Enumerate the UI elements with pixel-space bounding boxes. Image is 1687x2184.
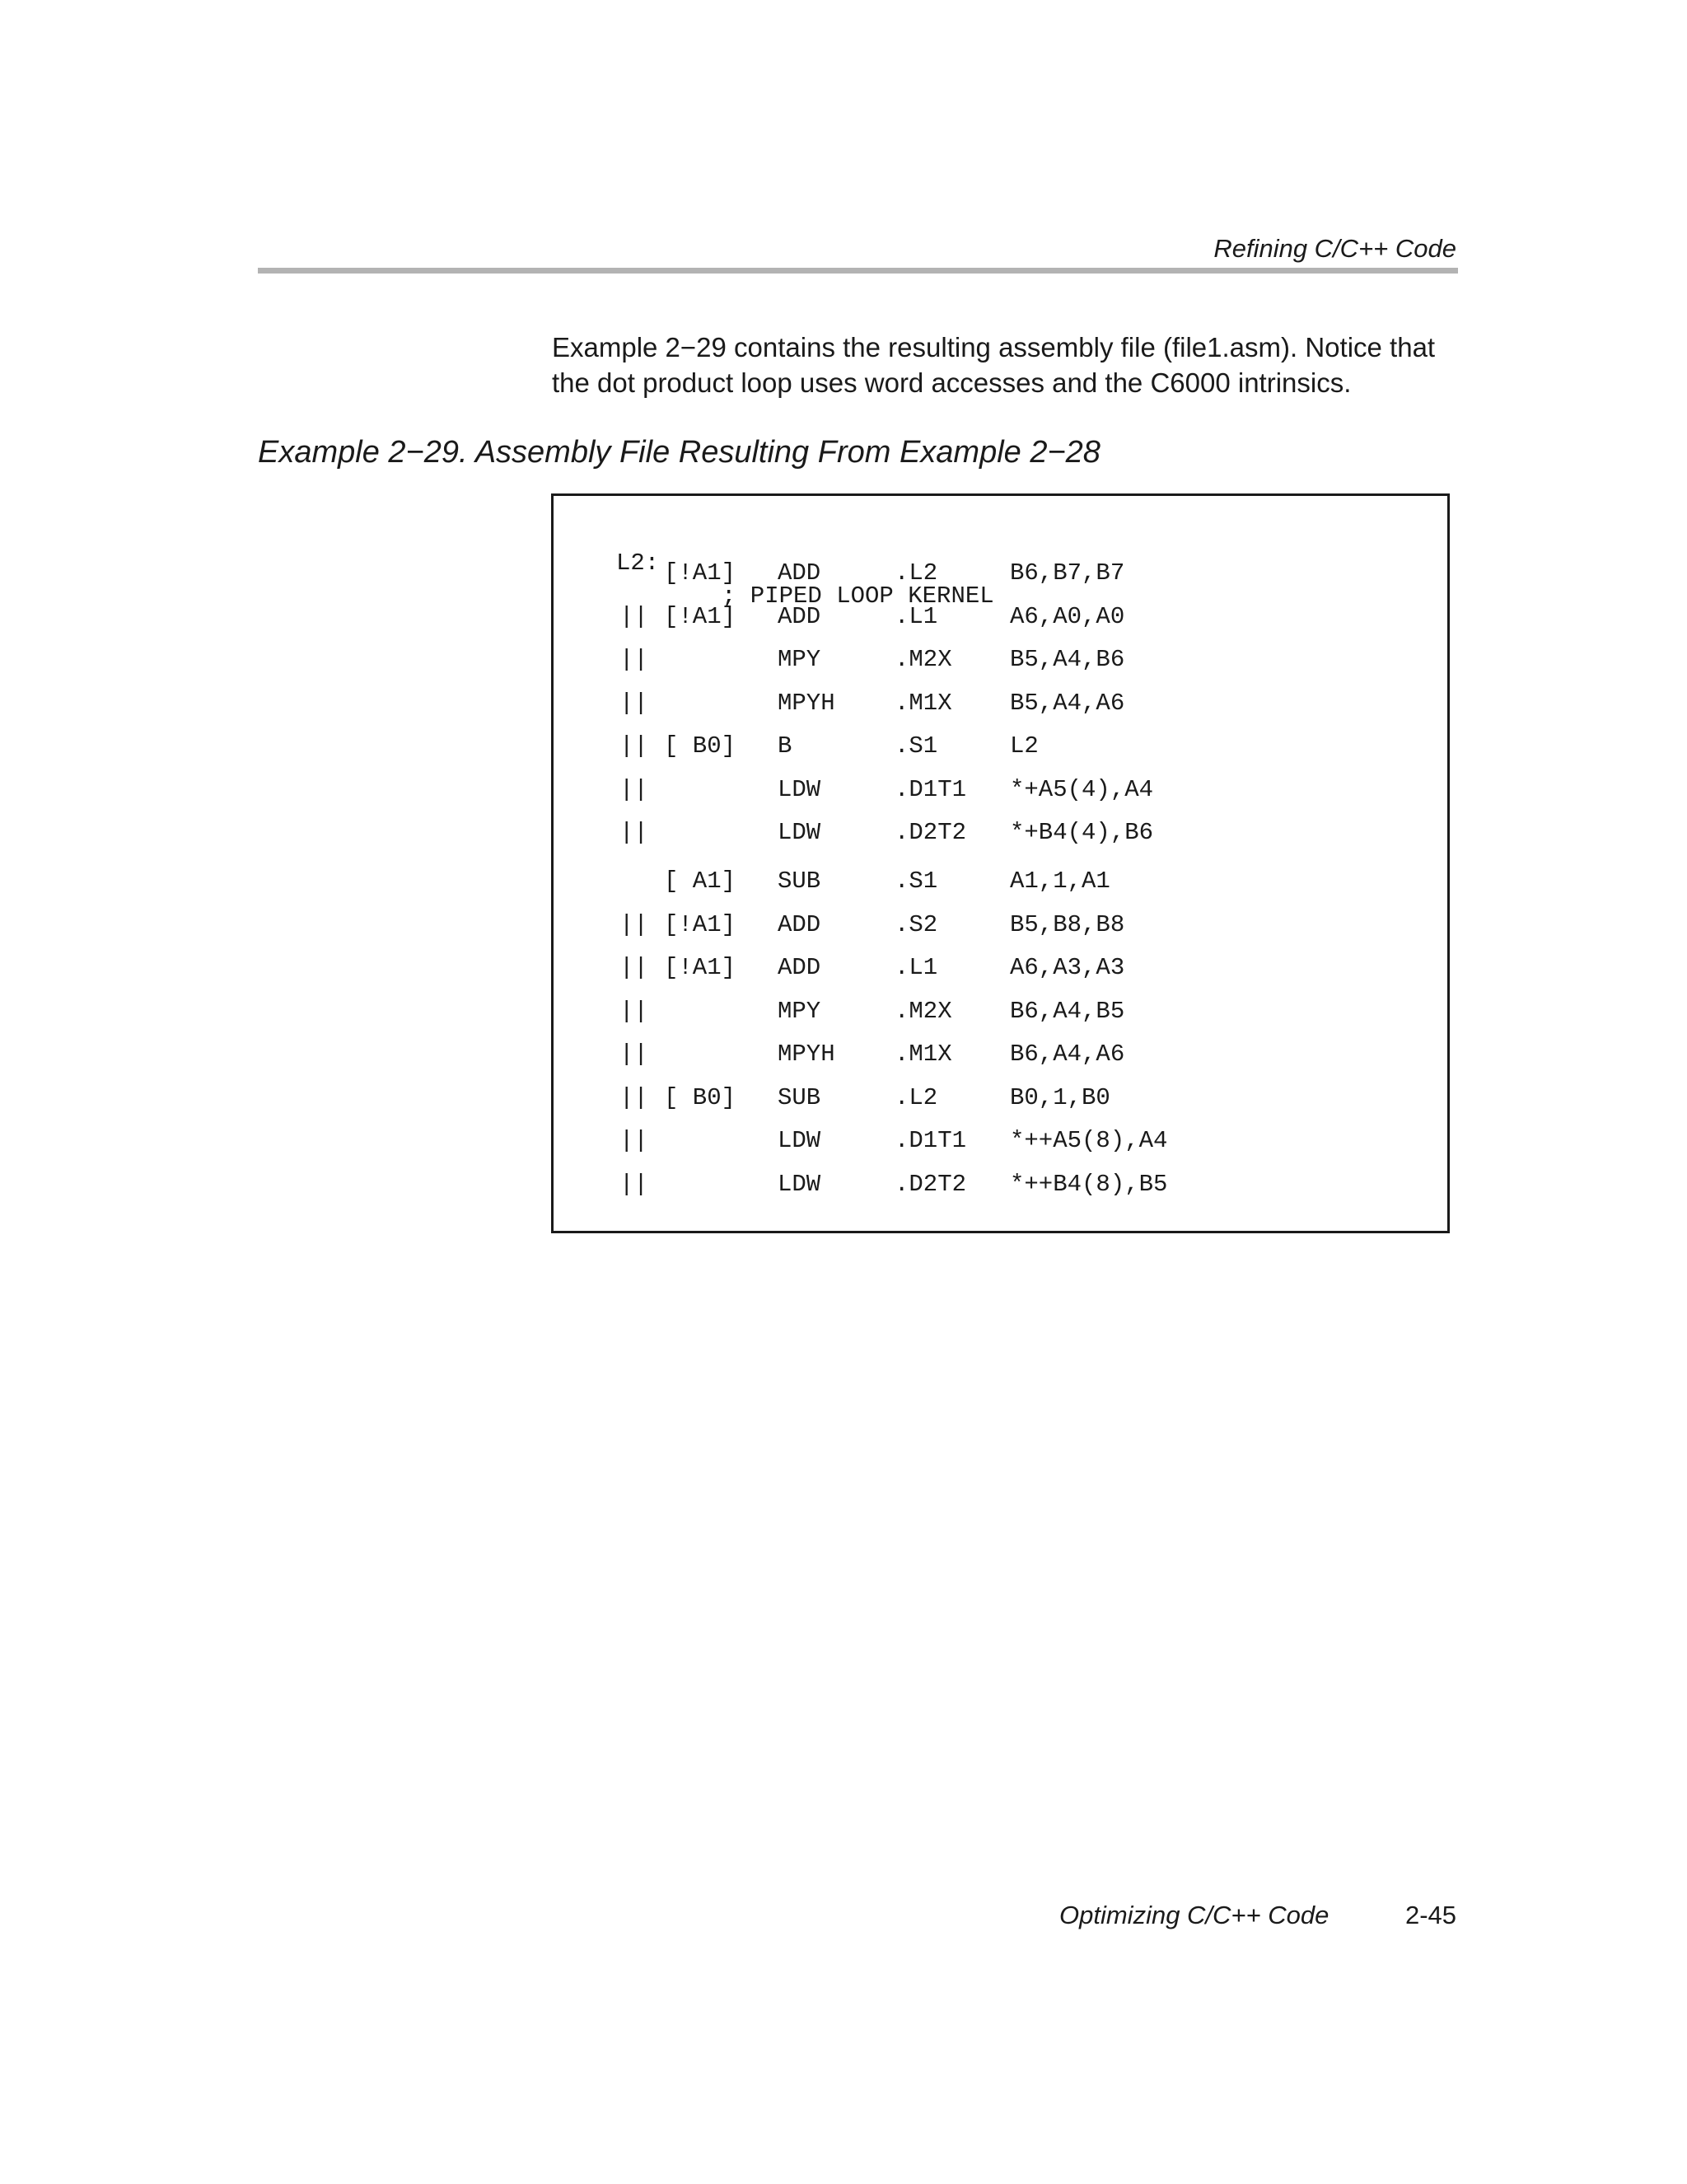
code-functional-unit: .M1X xyxy=(895,1041,952,1068)
code-operands: B6,A4,A6 xyxy=(1010,1041,1125,1068)
code-functional-unit: .S2 xyxy=(895,910,938,938)
code-line xyxy=(554,1125,1447,1157)
intro-paragraph: Example 2−29 contains the resulting assembly file (file1.asm). Notice that the dot product loop uses word accesses and the C6000 intrinsics. xyxy=(552,332,1436,398)
code-parallel-marker: || xyxy=(619,1170,648,1198)
code-parallel-marker: || xyxy=(619,775,648,803)
code-opcode: ADD xyxy=(778,602,821,630)
code-opcode: MPY xyxy=(778,646,821,673)
code-listing xyxy=(551,493,1450,1233)
header-rule xyxy=(258,268,1458,274)
code-parallel-marker: || xyxy=(619,602,648,630)
code-functional-unit: .L2 xyxy=(895,1083,938,1111)
code-operands: *++A5(8),A4 xyxy=(1010,1127,1168,1154)
code-operands: *+A5(4),A4 xyxy=(1010,775,1154,803)
code-opcode: LDW xyxy=(778,1127,821,1154)
code-condition: [ B0] xyxy=(664,732,736,760)
code-opcode: MPY xyxy=(778,997,821,1025)
code-opcode: B xyxy=(778,732,792,760)
code-operands: B5,A4,B6 xyxy=(1010,646,1125,673)
code-opcode: MPYH xyxy=(778,689,835,717)
code-operands: B6,A4,B5 xyxy=(1010,997,1125,1025)
code-line xyxy=(554,1168,1447,1201)
code-parallel-marker: || xyxy=(619,1083,648,1111)
code-functional-unit: .M1X xyxy=(895,689,952,717)
code-line xyxy=(554,1082,1447,1115)
code-opcode: ADD xyxy=(778,954,821,981)
code-operands: A1,1,A1 xyxy=(1010,868,1110,895)
code-label: L2: xyxy=(616,550,660,577)
code-line xyxy=(554,1038,1447,1071)
code-functional-unit: .D1T1 xyxy=(895,775,967,803)
code-functional-unit: .D2T2 xyxy=(895,1170,967,1198)
code-condition: [ B0] xyxy=(664,1083,736,1111)
code-opcode: ADD xyxy=(778,559,821,587)
code-operands: A6,A3,A3 xyxy=(1010,954,1125,981)
code-operands: B5,B8,B8 xyxy=(1010,910,1125,938)
example-caption: Example 2−29. Assembly File Resulting From Example 2−28 xyxy=(258,435,1101,470)
code-parallel-marker: || xyxy=(619,819,648,846)
footer-title: Optimizing C/C++ Code xyxy=(1059,1901,1330,1929)
code-opcode: LDW xyxy=(778,819,821,846)
code-line xyxy=(554,601,1447,634)
code-condition: [!A1] xyxy=(664,954,736,981)
code-functional-unit: .D2T2 xyxy=(895,819,967,846)
code-functional-unit: .M2X xyxy=(895,646,952,673)
code-line xyxy=(554,909,1447,942)
code-line xyxy=(554,557,1447,590)
code-line xyxy=(554,687,1447,720)
code-parallel-marker: || xyxy=(619,1041,648,1068)
code-opcode: SUB xyxy=(778,1083,821,1111)
code-condition: [!A1] xyxy=(664,602,736,630)
code-line xyxy=(554,730,1447,763)
code-condition: [!A1] xyxy=(664,559,736,587)
code-operands: B5,A4,A6 xyxy=(1010,689,1125,717)
code-functional-unit: .S1 xyxy=(895,868,938,895)
running-header: Refining C/C++ Code xyxy=(1213,234,1456,263)
code-opcode: SUB xyxy=(778,868,821,895)
code-parallel-marker: || xyxy=(619,997,648,1025)
code-parallel-marker: || xyxy=(619,689,648,717)
code-line xyxy=(554,816,1447,849)
code-parallel-marker: || xyxy=(619,954,648,981)
code-operands: B6,B7,B7 xyxy=(1010,559,1125,587)
code-parallel-marker: || xyxy=(619,1127,648,1154)
code-opcode: LDW xyxy=(778,1170,821,1198)
code-condition: [!A1] xyxy=(664,910,736,938)
code-line xyxy=(554,643,1447,676)
code-comment: ; PIPED LOOP KERNEL xyxy=(722,582,994,610)
page-number: 2-45 xyxy=(1404,1901,1456,1929)
code-operands: *+B4(4),B6 xyxy=(1010,819,1154,846)
code-parallel-marker: || xyxy=(619,732,648,760)
code-functional-unit: .L2 xyxy=(895,559,938,587)
code-line xyxy=(554,865,1447,898)
code-functional-unit: .D1T1 xyxy=(895,1127,967,1154)
code-functional-unit: .S1 xyxy=(895,732,938,760)
code-operands: L2 xyxy=(1010,732,1039,760)
code-opcode: LDW xyxy=(778,775,821,803)
code-line xyxy=(554,774,1447,807)
code-functional-unit: .M2X xyxy=(895,997,952,1025)
code-operands: *++B4(8),B5 xyxy=(1010,1170,1168,1198)
code-opcode: MPYH xyxy=(778,1041,835,1068)
code-parallel-marker: || xyxy=(619,910,648,938)
code-condition: [ A1] xyxy=(664,868,736,895)
code-line xyxy=(554,995,1447,1028)
code-parallel-marker: || xyxy=(619,646,648,673)
code-opcode: ADD xyxy=(778,910,821,938)
code-line xyxy=(554,952,1447,984)
code-operands: A6,A0,A0 xyxy=(1010,602,1125,630)
code-functional-unit: .L1 xyxy=(895,954,938,981)
code-functional-unit: .L1 xyxy=(895,602,938,630)
code-operands: B0,1,B0 xyxy=(1010,1083,1110,1111)
